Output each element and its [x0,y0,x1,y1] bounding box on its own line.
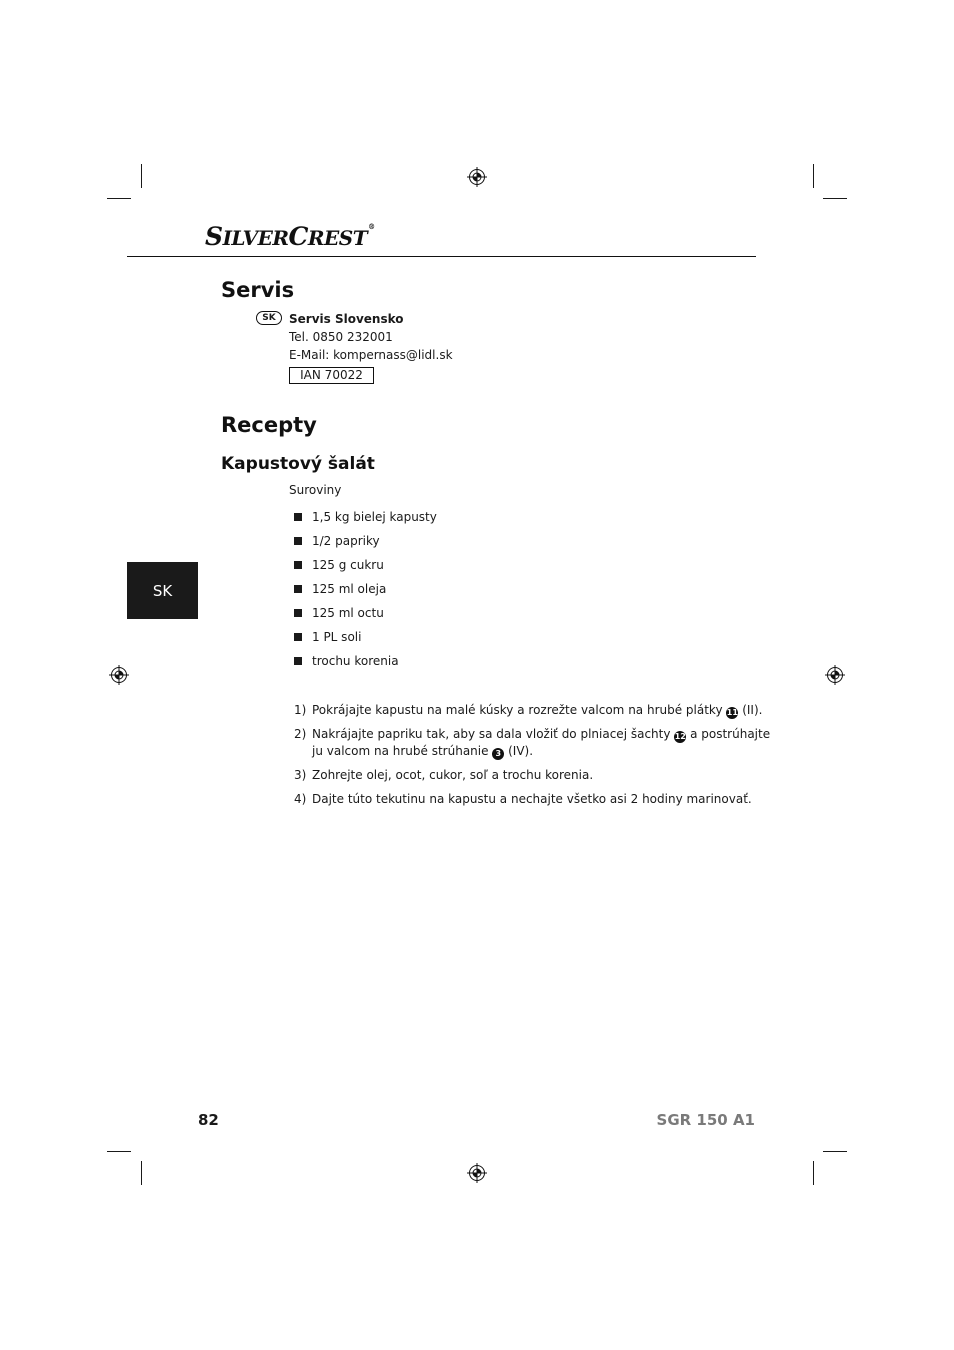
registration-mark-icon [109,665,129,685]
list-item: 125 ml octu [312,606,384,620]
recipe-title: Kapustový šalát [221,454,375,474]
crop-mark [813,164,814,188]
list-item: 125 ml oleja [312,582,387,596]
header-rule [127,256,756,257]
language-tab-label: SK [152,581,173,600]
list-bullet [294,513,302,521]
registration-mark-icon [825,665,845,685]
step-number: 4) [294,792,307,806]
crop-mark [107,1151,131,1152]
step-number: 1) [294,703,307,717]
page-number: 82 [198,1111,219,1129]
list-bullet [294,561,302,569]
list-bullet [294,609,302,617]
crop-mark [141,1161,142,1185]
crop-mark [813,1161,814,1185]
list-bullet [294,537,302,545]
step-number: 3) [294,768,307,782]
language-tab [127,562,198,619]
registration-mark-icon [467,1163,487,1183]
part-reference-icon: 12 [674,732,686,741]
step-text: Dajte túto tekutinu na kapustu a nechajte všetko asi 2 hodiny marinovať. [312,792,752,806]
crop-mark [823,1151,847,1152]
service-phone: Tel. 0850 232001 [289,330,393,344]
list-item: trochu korenia [312,654,399,668]
recepty-heading: Recepty [221,413,317,437]
list-bullet [294,657,302,665]
country-badge: SK [256,311,282,325]
list-bullet [294,585,302,593]
crop-mark [107,198,131,199]
servis-heading: Servis [221,278,295,302]
ingredients-label: Suroviny [289,483,342,497]
registration-mark-icon [467,167,487,187]
step-text: Nakrájajte papriku tak, aby sa dala vložiť do plniacej šachty 12 a postrúhajte ju valcom na hrubé strúhanie 3 (IV). [312,727,771,758]
list-bullet [294,633,302,641]
part-reference-icon: 11 [726,708,738,717]
crop-mark [823,198,847,199]
model-number: SGR 150 A1 [656,1111,755,1129]
step-number: 2) [294,727,307,741]
list-item: 1/2 papriky [312,534,380,548]
part-reference-icon: 3 [492,748,504,760]
service-email: E-Mail: kompernass@lidl.sk [289,348,453,362]
step-text: Zohrejte olej, ocot, cukor, soľ a trochu korenia. [312,768,594,782]
ian-box: IAN 70022 [289,367,374,384]
service-name: Servis Slovensko [289,312,404,326]
list-item: 1 PL soli [312,630,362,644]
list-item: 125 g cukru [312,558,384,572]
list-item: 1,5 kg bielej kapusty [312,510,437,524]
crop-mark [141,164,142,188]
step-text: Pokrájajte kapustu na malé kúsky a rozrežte valcom na hrubé plátky 11 (II). [312,703,763,717]
brand-logo: SILVERCREST® [205,222,375,251]
